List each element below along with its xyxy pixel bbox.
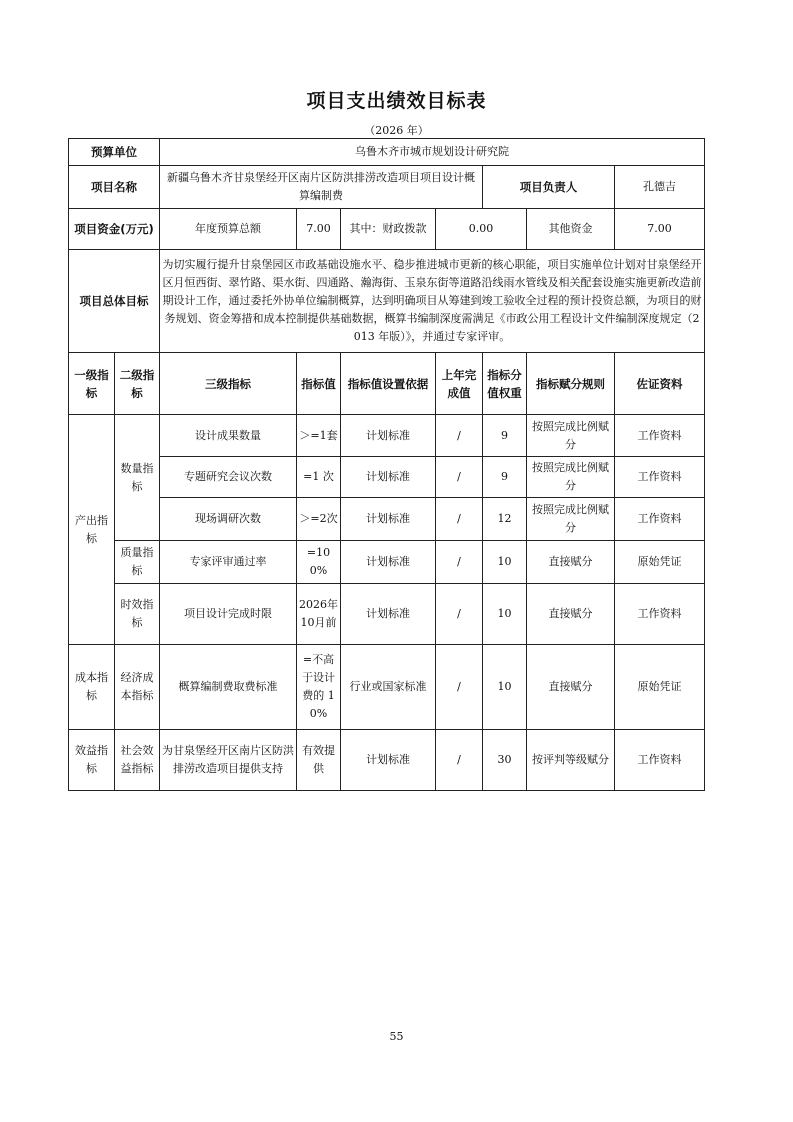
col-weight: 指标分值权重 <box>483 353 527 415</box>
fiscal-value: 0.00 <box>436 209 527 250</box>
table-row <box>69 645 705 730</box>
performance-table <box>68 138 705 791</box>
indicator-rule: 按照完成比例赋分 <box>527 415 615 457</box>
indicator-last: / <box>436 415 483 457</box>
indicator-evidence: 工作资料 <box>615 584 705 645</box>
indicator-value: =100% <box>297 541 341 584</box>
page-title: 项目支出绩效目标表 <box>306 90 487 112</box>
col-evidence: 佐证资料 <box>615 353 705 415</box>
indicator-name: 专家评审通过率 <box>160 541 297 584</box>
col-level2: 二级指标 <box>115 353 160 415</box>
indicator-value: =不高于设计费的 10% <box>297 645 341 730</box>
fiscal-label: 其中：财政拨款 <box>341 209 436 250</box>
year-label: （2026 年） <box>364 124 429 137</box>
indicator-name: 现场调研次数 <box>160 498 297 541</box>
indicator-basis: 计划标准 <box>341 457 436 498</box>
group-timeliness: 时效指标 <box>115 584 160 645</box>
indicator-weight: 30 <box>483 730 527 791</box>
indicator-value: =1 次 <box>297 457 341 498</box>
indicator-last: / <box>436 498 483 541</box>
table-row <box>69 584 705 645</box>
indicator-value: ＞=1套 <box>297 415 341 457</box>
indicator-evidence: 工作资料 <box>615 498 705 541</box>
indicator-evidence: 工作资料 <box>615 415 705 457</box>
indicator-weight: 9 <box>483 415 527 457</box>
project-value: 新疆乌鲁木齐甘泉堡经开区南片区防洪排涝改造项目项目设计概算编制费 <box>160 166 483 209</box>
indicator-last: / <box>436 457 483 498</box>
indicator-basis: 计划标准 <box>341 498 436 541</box>
leader-value: 孔德吉 <box>615 166 705 209</box>
indicator-value: ＞=2次 <box>297 498 341 541</box>
indicator-name: 设计成果数量 <box>160 415 297 457</box>
table-row <box>69 541 705 584</box>
goal-text: 为切实履行提升甘泉堡园区市政基础设施水平、稳步推进城市更新的核心职能，项目实施单位计划对甘泉堡经开区月恒西街、翠竹路、渠水街、四通路、瀚海街、玉泉东街等道路沿线雨水管线及相关配套设施实施更新改造前期设计工作，通过委托外协单位编制概算，达到明确项目从筹建到竣工验收全过程的预计投资总额，为项目的财务规划、资金筹措和成本控制提供基础数据，概算书编制深度需满足《市政公用工程设计文件编制深度规定（2013 年版）》，并通过专家评审。 <box>160 250 705 353</box>
indicator-weight: 10 <box>483 645 527 730</box>
unit-value: 乌鲁木齐市城市规划设计研究院 <box>160 139 705 166</box>
indicator-value: 2026年10月前 <box>297 584 341 645</box>
goal-label: 项目总体目标 <box>69 250 160 353</box>
indicator-rule: 按照完成比例赋分 <box>527 498 615 541</box>
project-row <box>69 166 705 209</box>
group-social-benefit: 社会效益指标 <box>115 730 160 791</box>
table-row <box>69 415 705 457</box>
indicator-last: / <box>436 730 483 791</box>
leader-label: 项目负责人 <box>483 166 615 209</box>
group-quality: 质量指标 <box>115 541 160 584</box>
col-level1: 一级指标 <box>69 353 115 415</box>
indicator-weight: 10 <box>483 584 527 645</box>
project-label: 项目名称 <box>69 166 160 209</box>
indicator-evidence: 原始凭证 <box>615 541 705 584</box>
indicator-name: 为甘泉堡经开区南片区防洪排涝改造项目提供支持 <box>160 730 297 791</box>
table-row <box>69 457 705 498</box>
unit-label: 预算单位 <box>69 139 160 166</box>
indicator-rule: 按评判等级赋分 <box>527 730 615 791</box>
annual-value: 7.00 <box>297 209 341 250</box>
indicator-weight: 12 <box>483 498 527 541</box>
indicator-value: 有效提供 <box>297 730 341 791</box>
indicator-last: / <box>436 541 483 584</box>
indicator-last: / <box>436 645 483 730</box>
other-value: 7.00 <box>615 209 705 250</box>
indicator-name: 概算编制费取费标准 <box>160 645 297 730</box>
indicator-rule: 按照完成比例赋分 <box>527 457 615 498</box>
col-basis: 指标值设置依据 <box>341 353 436 415</box>
unit-row <box>69 139 705 166</box>
indicator-name: 专题研究会议次数 <box>160 457 297 498</box>
indicator-last: / <box>436 584 483 645</box>
other-label: 其他资金 <box>527 209 615 250</box>
col-level3: 三级指标 <box>160 353 297 415</box>
group-cost: 成本指标 <box>69 645 115 730</box>
indicator-basis: 计划标准 <box>341 730 436 791</box>
group-economic-cost: 经济成本指标 <box>115 645 160 730</box>
indicator-rule: 直接赋分 <box>527 541 615 584</box>
annual-label: 年度预算总额 <box>160 209 297 250</box>
indicator-basis: 行业或国家标准 <box>341 645 436 730</box>
indicator-evidence: 工作资料 <box>615 457 705 498</box>
goal-row <box>69 250 705 353</box>
group-quantity: 数量指标 <box>115 415 160 541</box>
indicator-evidence: 工作资料 <box>615 730 705 791</box>
table-row <box>69 498 705 541</box>
group-benefit: 效益指标 <box>69 730 115 791</box>
fund-row <box>69 209 705 250</box>
indicator-basis: 计划标准 <box>341 415 436 457</box>
indicator-weight: 9 <box>483 457 527 498</box>
indicator-evidence: 原始凭证 <box>615 645 705 730</box>
fund-label: 项目资金(万元) <box>69 209 160 250</box>
col-rule: 指标赋分规则 <box>527 353 615 415</box>
indicator-rule: 直接赋分 <box>527 645 615 730</box>
indicator-weight: 10 <box>483 541 527 584</box>
col-value: 指标值 <box>297 353 341 415</box>
indicator-basis: 计划标准 <box>341 584 436 645</box>
column-header-row <box>69 353 705 415</box>
group-output: 产出指标 <box>69 415 115 645</box>
indicator-name: 项目设计完成时限 <box>160 584 297 645</box>
indicator-rule: 直接赋分 <box>527 584 615 645</box>
indicator-basis: 计划标准 <box>341 541 436 584</box>
page-number: 55 <box>389 1030 404 1043</box>
table-row <box>69 730 705 791</box>
col-last-year: 上年完成值 <box>436 353 483 415</box>
